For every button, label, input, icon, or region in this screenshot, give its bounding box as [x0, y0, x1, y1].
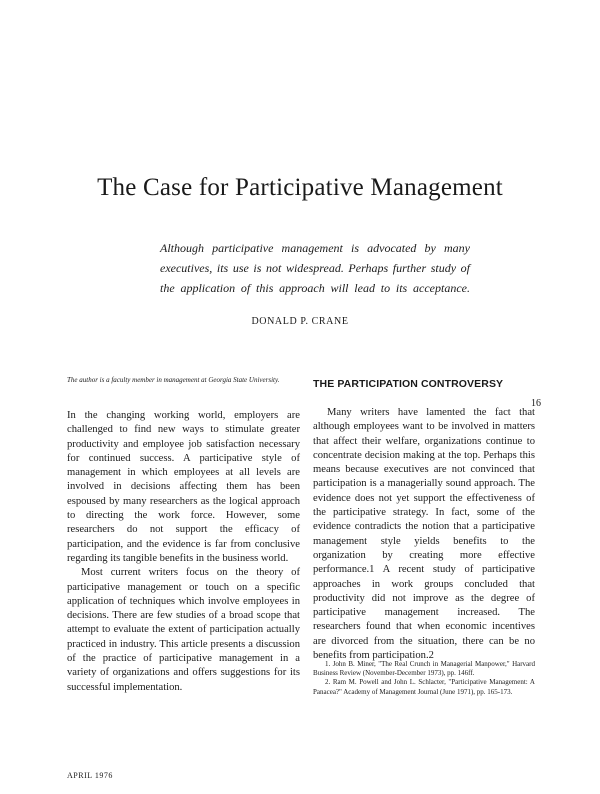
- page-number: 16: [531, 398, 541, 409]
- body-paragraph: In the changing working world, employers are challenged to find new ways to stimulate greater productivity and employee job satisfaction necessary for continued success. A participative style of management in which employees at all levels are involved in decisions affecting them has been espoused by many researchers as the logical approach to directing the work force. However, some researchers do not support the efficacy of participation, and the evidence is far from conclusive regarding its tangible benefits in the business world.: [67, 410, 300, 564]
- footnotes: [313, 660, 535, 697]
- article-subtitle: [160, 238, 470, 298]
- footnote: 1. John B. Miner, "The Real Crunch in Managerial Manpower," Harvard Business Review (November-December 1973), pp. 146ff.: [313, 660, 535, 678]
- right-column: [313, 406, 535, 663]
- subtitle-line: Although participative management is advocated by many: [160, 241, 470, 255]
- author-note: The author is a faculty member in management at Georgia State University.: [67, 376, 280, 384]
- body-paragraph: Many writers have lamented the fact that although employees want to be involved in matters that affect their welfare, organizations continue to concentrate decision making at the top. Perhaps this means because executives are not convinced that participation is a managerially sound approach. The evidence does not yet support the effectiveness of the participative strategy. In fact, some of the evidence contradicts the notion that a participative management style yields benefits to the organization by creating more effective performance.1 A recent study of participative approaches in work groups concluded that productivity did not improve as the degree of participative management increased. The researchers found that when economic incentives are divorced from the situation, there can be no benefits from participation.2: [313, 407, 535, 662]
- author-byline: DONALD P. CRANE: [251, 316, 349, 327]
- issue-date: APRIL 1976: [67, 771, 113, 780]
- subtitle-line: executives, its use is not widespread. Perhaps further study of: [160, 261, 470, 275]
- section-heading: THE PARTICIPATION CONTROVERSY: [313, 378, 504, 390]
- left-column: [67, 409, 300, 695]
- footnote: 2. Ram M. Powell and John L. Schlacter, "Participative Management: A Panacea?" Academy of Management Journal (June 1971), pp. 165-173.: [313, 678, 535, 696]
- article-title: The Case for Participative Management: [97, 174, 503, 201]
- subtitle-line: the application of this approach will lead to its acceptance.: [160, 281, 470, 295]
- body-paragraph: Most current writers focus on the theory of participative management or touch on a specific application of techniques which involve employees in decisions. There are few studies of a broad scope that attempt to evaluate the extent of participation actually practiced in industry. This article presents a discussion of the practice of participative management in a variety of organizations and offers suggestions for its successful implementation.: [67, 567, 300, 693]
